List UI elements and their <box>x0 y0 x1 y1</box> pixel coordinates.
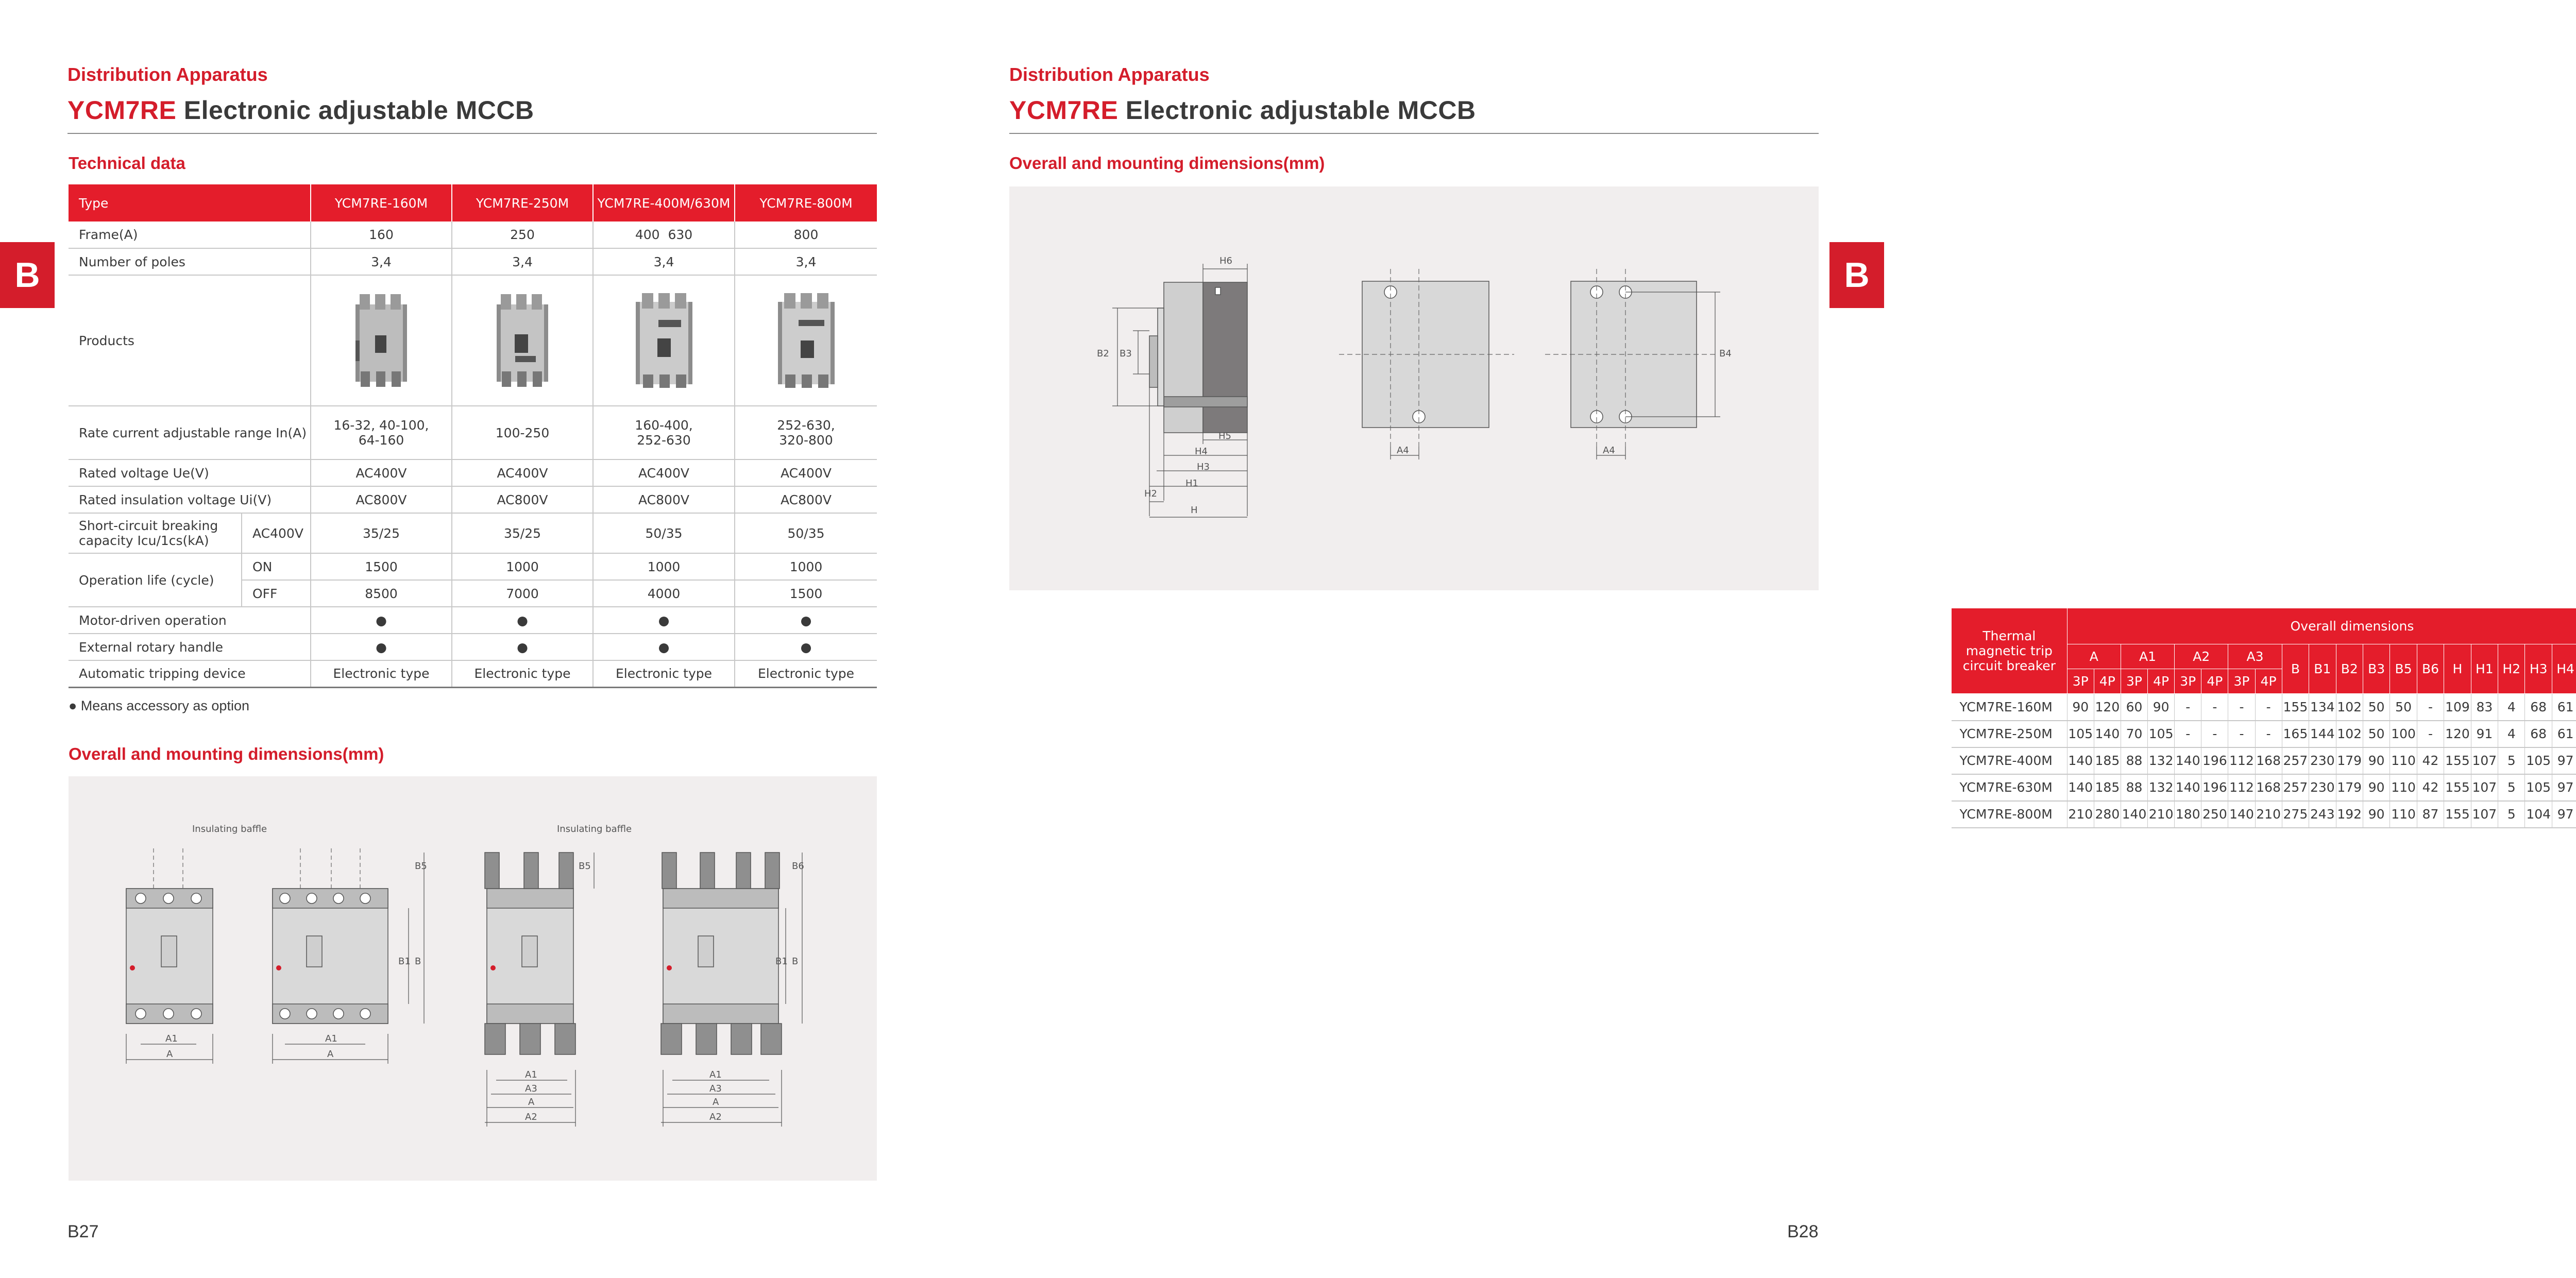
cell: 112 <box>2228 774 2255 801</box>
section-dimensions: Overall and mounting dimensions(mm) <box>69 744 384 763</box>
cell: 257 <box>2282 774 2309 801</box>
header-col: B1 <box>2309 644 2336 694</box>
label-b3: B3 <box>1120 348 1132 359</box>
cell: 185 <box>2094 747 2121 774</box>
label-a3: A3 <box>709 1083 722 1094</box>
breaker-image <box>486 289 558 392</box>
cell: 140 <box>2121 801 2147 828</box>
table-row <box>69 248 877 275</box>
cell: Electronic type <box>593 660 735 687</box>
page-number: B27 <box>67 1222 99 1241</box>
page-left <box>0 0 942 1278</box>
cell: 7000 <box>452 580 593 607</box>
header-pole: 3P <box>2121 669 2147 694</box>
cell: 91 <box>2471 721 2498 747</box>
cell: 165 <box>2282 721 2309 747</box>
header-col: H1 <box>2471 644 2498 694</box>
dimension-drawing-side <box>1009 186 1819 590</box>
brand-label: Distribution Apparatus <box>67 64 268 85</box>
cell: 280 <box>2094 801 2121 828</box>
cell: - <box>2228 721 2255 747</box>
label-b: B <box>415 956 421 967</box>
cell: 1500 <box>735 580 877 607</box>
cell: 90 <box>2148 694 2175 721</box>
cell: 192 <box>2336 801 2363 828</box>
cell: 210 <box>2148 801 2175 828</box>
row-label: Rate current adjustable range In(A) <box>69 406 311 459</box>
label-a: A <box>713 1097 719 1107</box>
cell: - <box>2175 694 2201 721</box>
cell: ● <box>311 634 452 660</box>
row-label: Motor-driven operation <box>69 607 311 634</box>
page-right <box>942 0 2574 1278</box>
table-row <box>69 486 877 513</box>
cell: 90 <box>2363 801 2389 828</box>
header-col: B3 <box>2363 644 2389 694</box>
cell: 104 <box>2525 801 2552 828</box>
label-a2: A2 <box>709 1112 722 1122</box>
title-rule <box>67 133 877 134</box>
cell: 68 <box>2525 721 2552 747</box>
header-pole: 4P <box>2094 669 2121 694</box>
cell: 132 <box>2148 774 2175 801</box>
header-col: YCM7RE-800M <box>735 184 877 221</box>
header-col: A <box>2067 644 2121 669</box>
dimension-drawing-front <box>69 776 877 1181</box>
cell: AC400V <box>735 459 877 486</box>
cell: 100 <box>2390 721 2417 747</box>
cell: 88 <box>2121 747 2147 774</box>
cell: 257 <box>2282 747 2309 774</box>
cell: 3,4 <box>593 248 735 275</box>
cell: AC800V <box>735 486 877 513</box>
cell: AC800V <box>452 486 593 513</box>
side-mounting-drawings <box>1009 186 1819 590</box>
cell: AC400V <box>311 459 452 486</box>
row-label: Products <box>69 275 311 406</box>
cell: 5 <box>2498 774 2525 801</box>
cell: 4 <box>2498 721 2525 747</box>
cell: ● <box>593 607 735 634</box>
cell <box>311 406 452 459</box>
header-col: H3 <box>2525 644 2552 694</box>
cell: 132 <box>2148 747 2175 774</box>
header-pole: 3P <box>2175 669 2201 694</box>
page-title <box>1009 95 1476 125</box>
cell: 3,4 <box>735 248 877 275</box>
cell: 105 <box>2148 721 2175 747</box>
cell: - <box>2201 694 2228 721</box>
cell: - <box>2228 694 2255 721</box>
label-h5: H5 <box>1218 431 1231 441</box>
header-col: B <box>2282 644 2309 694</box>
cell: 105 <box>2525 774 2552 801</box>
cell: 50 <box>2363 721 2389 747</box>
row-label: YCM7RE-630M <box>1952 774 2067 801</box>
cell: 155 <box>2444 747 2471 774</box>
cell: 120 <box>2444 721 2471 747</box>
cell: 50 <box>2363 694 2389 721</box>
cell: 140 <box>2175 747 2201 774</box>
cell: 168 <box>2255 774 2282 801</box>
cell: 1000 <box>593 553 735 580</box>
cell: 1000 <box>735 553 877 580</box>
cell: 4 <box>2498 694 2525 721</box>
label-h6: H6 <box>1219 255 1232 266</box>
row-label: Number of poles <box>69 248 311 275</box>
cell: Electronic type <box>735 660 877 687</box>
label-insulating-baffle: Insulating baffle <box>192 824 267 834</box>
cell: 800 <box>735 221 877 248</box>
cell: - <box>2201 721 2228 747</box>
title-model: YCM7RE <box>67 96 177 125</box>
label-h4: H4 <box>1195 446 1208 457</box>
cell: AC800V <box>311 486 452 513</box>
page-title <box>67 95 534 125</box>
cell: 179 <box>2336 774 2363 801</box>
label-a: A <box>327 1049 334 1060</box>
label-h1: H1 <box>1185 478 1198 489</box>
cell: 140 <box>2067 747 2094 774</box>
cell <box>735 406 877 459</box>
cell <box>452 406 593 459</box>
cell: 105 <box>2067 721 2094 747</box>
cell: 3,4 <box>452 248 593 275</box>
section-tab: B <box>0 242 55 308</box>
header-col: H4 <box>2552 644 2576 694</box>
breaker-image <box>345 289 417 392</box>
label-b5: B5 <box>579 861 591 872</box>
header-col: B2 <box>2336 644 2363 694</box>
label-b1: B1 <box>775 956 788 967</box>
product-image-800m <box>735 275 877 406</box>
label-a: A <box>528 1097 535 1107</box>
table-row <box>1952 801 2576 828</box>
header-col: H <box>2444 644 2471 694</box>
cell: 110 <box>2390 774 2417 801</box>
table-row <box>69 660 877 687</box>
table-row <box>69 607 877 634</box>
cell: 140 <box>2094 721 2121 747</box>
cell-line: 252-630, <box>777 418 835 433</box>
cell: 180 <box>2175 801 2201 828</box>
cell: 1500 <box>311 553 452 580</box>
header-overall: Overall dimensions <box>2067 608 2576 644</box>
cell: 140 <box>2175 774 2201 801</box>
section-tab: B <box>1829 242 1884 308</box>
cell: AC800V <box>593 486 735 513</box>
cell: 144 <box>2309 721 2336 747</box>
header-line: Thermal <box>1982 628 2036 643</box>
header-line: magnetic trip <box>1965 643 2053 658</box>
cell-line: 64-160 <box>358 433 404 448</box>
cell: 400 630 <box>593 221 735 248</box>
cell: 230 <box>2309 774 2336 801</box>
cell: 230 <box>2309 747 2336 774</box>
front-view-drawings <box>69 776 877 1181</box>
header-pole: 4P <box>2201 669 2228 694</box>
table-row <box>69 634 877 660</box>
cell: 196 <box>2201 747 2228 774</box>
header-pole: 4P <box>2148 669 2175 694</box>
cell: 120 <box>2094 694 2121 721</box>
cell: - <box>2175 721 2201 747</box>
cell: 243 <box>2309 801 2336 828</box>
cell: ● <box>735 634 877 660</box>
header-pole: 4P <box>2255 669 2282 694</box>
cell: 105 <box>2525 747 2552 774</box>
row-label: YCM7RE-250M <box>1952 721 2067 747</box>
cell: 179 <box>2336 747 2363 774</box>
cell: 70 <box>2121 721 2147 747</box>
brand-label: Distribution Apparatus <box>1009 64 1210 85</box>
cell: 107 <box>2471 774 2498 801</box>
cell: 155 <box>2444 774 2471 801</box>
header-col: A1 <box>2121 644 2174 669</box>
title-text: Electronic adjustable MCCB <box>176 96 534 125</box>
label-a1: A1 <box>165 1033 178 1044</box>
cell-line: 320-800 <box>779 433 833 448</box>
row-label: Automatic tripping device <box>69 660 311 687</box>
row-label: Frame(A) <box>69 221 311 248</box>
cell-line: 252-630 <box>637 433 691 448</box>
row-label: YCM7RE-160M <box>1952 694 2067 721</box>
product-image-400m <box>593 275 735 406</box>
label-a: A <box>166 1049 173 1060</box>
header-pole: 3P <box>2228 669 2255 694</box>
header-type: Type <box>69 184 311 221</box>
cell: 97 <box>2552 801 2576 828</box>
cell: Electronic type <box>452 660 593 687</box>
breaker-image <box>625 289 703 392</box>
page-number: B28 <box>1787 1222 1819 1241</box>
cell: 42 <box>2417 774 2444 801</box>
label-a1: A1 <box>525 1069 537 1080</box>
header-col: B5 <box>2390 644 2417 694</box>
cell: 140 <box>2228 801 2255 828</box>
cell: ● <box>311 607 452 634</box>
cell: AC400V <box>452 459 593 486</box>
label-b1: B1 <box>398 956 411 967</box>
label-a1: A1 <box>709 1069 722 1080</box>
cell: 97 <box>2552 747 2576 774</box>
cell: 155 <box>2282 694 2309 721</box>
label-b: B <box>792 956 799 967</box>
section-dimensions: Overall and mounting dimensions(mm) <box>1009 154 1325 173</box>
cell: 5 <box>2498 747 2525 774</box>
label-b4: B4 <box>1719 348 1732 359</box>
cell: ● <box>593 634 735 660</box>
breaker-image <box>768 289 845 392</box>
row-label: Rated insulation voltage Ui(V) <box>69 486 311 513</box>
cell: 102 <box>2336 721 2363 747</box>
cell: 35/25 <box>311 513 452 553</box>
header-col: H2 <box>2498 644 2525 694</box>
sub-label: ON <box>242 553 311 580</box>
cell: 42 <box>2417 747 2444 774</box>
cell: 61 <box>2552 694 2576 721</box>
table-row <box>1952 721 2576 747</box>
cell: 107 <box>2471 747 2498 774</box>
table-header-row <box>69 184 877 221</box>
cell: ● <box>452 607 593 634</box>
header-col: A2 <box>2175 644 2228 669</box>
table-header-row <box>1952 608 2576 644</box>
cell: 196 <box>2201 774 2228 801</box>
label-b6: B6 <box>792 861 804 872</box>
table-row-products <box>69 275 877 406</box>
cell: 8500 <box>311 580 452 607</box>
label-h2: H2 <box>1144 488 1157 499</box>
cell: Electronic type <box>311 660 452 687</box>
table-row <box>69 221 877 248</box>
product-image-160m <box>311 275 452 406</box>
title-model: YCM7RE <box>1009 96 1118 125</box>
row-label: YCM7RE-800M <box>1952 801 2067 828</box>
cell: 1000 <box>452 553 593 580</box>
cell: 35/25 <box>452 513 593 553</box>
cell: ● <box>452 634 593 660</box>
cell: ● <box>735 607 877 634</box>
cell: 4000 <box>593 580 735 607</box>
cell: 250 <box>2201 801 2228 828</box>
cell: 88 <box>2121 774 2147 801</box>
label-a2: A2 <box>525 1112 537 1122</box>
cell: 90 <box>2363 774 2389 801</box>
cell: 275 <box>2282 801 2309 828</box>
cell: 5 <box>2498 801 2525 828</box>
table-row <box>1952 747 2576 774</box>
cell: AC400V <box>593 459 735 486</box>
header-col: YCM7RE-250M <box>452 184 593 221</box>
cell: - <box>2417 694 2444 721</box>
cell: 87 <box>2417 801 2444 828</box>
section-technical-data: Technical data <box>69 154 185 173</box>
cell: 109 <box>2444 694 2471 721</box>
label-a3: A3 <box>525 1083 537 1094</box>
cell: 110 <box>2390 801 2417 828</box>
technical-data-table <box>69 184 877 688</box>
product-image-250m <box>452 275 593 406</box>
cell: 210 <box>2067 801 2094 828</box>
cell: 140 <box>2067 774 2094 801</box>
cell: 50/35 <box>735 513 877 553</box>
cell <box>593 406 735 459</box>
cell: 61 <box>2552 721 2576 747</box>
row-label: Operation life (cycle) <box>69 553 242 607</box>
row-label-line: capacity Icu/1cs(kA) <box>79 533 209 548</box>
sub-label: OFF <box>242 580 311 607</box>
label-a4: A4 <box>1603 445 1615 456</box>
sub-label: AC400V <box>242 513 311 553</box>
label-h: H <box>1191 505 1198 516</box>
header-corner <box>1952 608 2067 694</box>
header-col: A3 <box>2228 644 2282 669</box>
header-pole: 3P <box>2067 669 2094 694</box>
title-text: Electronic adjustable MCCB <box>1118 96 1476 125</box>
cell: - <box>2255 694 2282 721</box>
cell-line: 16-32, 40-100, <box>333 418 429 433</box>
label-b2: B2 <box>1097 348 1109 359</box>
cell: 68 <box>2525 694 2552 721</box>
cell: 97 <box>2552 774 2576 801</box>
cell-line: 100-250 <box>495 425 550 440</box>
table-row <box>69 553 877 580</box>
cell: 168 <box>2255 747 2282 774</box>
label-insulating-baffle: Insulating baffle <box>557 824 632 834</box>
table-row <box>69 513 877 553</box>
cell: - <box>2417 721 2444 747</box>
row-label: External rotary handle <box>69 634 311 660</box>
header-col: YCM7RE-160M <box>311 184 452 221</box>
row-label: YCM7RE-400M <box>1952 747 2067 774</box>
cell: 107 <box>2471 801 2498 828</box>
table-row <box>1952 774 2576 801</box>
dimensions-table <box>1951 608 2576 828</box>
header-line: circuit breaker <box>1962 658 2056 673</box>
cell: 112 <box>2228 747 2255 774</box>
label-b5: B5 <box>415 861 427 872</box>
row-label-line: Short-circuit breaking <box>79 518 218 533</box>
cell: 83 <box>2471 694 2498 721</box>
header-col: B6 <box>2417 644 2444 694</box>
cell: - <box>2255 721 2282 747</box>
label-a1: A1 <box>325 1033 337 1044</box>
table-row <box>69 459 877 486</box>
cell: 185 <box>2094 774 2121 801</box>
cell: 90 <box>2363 747 2389 774</box>
cell: 50 <box>2390 694 2417 721</box>
header-col: YCM7RE-400M/630M <box>593 184 735 221</box>
row-label: Rated voltage Ue(V) <box>69 459 311 486</box>
label-h3: H3 <box>1197 462 1210 472</box>
cell: 90 <box>2067 694 2094 721</box>
table-row <box>1952 694 2576 721</box>
cell: 50/35 <box>593 513 735 553</box>
table-row <box>69 406 877 459</box>
accessory-note: ● Means accessory as option <box>69 698 249 713</box>
cell: 134 <box>2309 694 2336 721</box>
cell: 60 <box>2121 694 2147 721</box>
label-a4: A4 <box>1397 445 1409 456</box>
title-rule <box>1009 133 1819 134</box>
row-label <box>69 513 242 553</box>
cell-line: 160-400, <box>635 418 693 433</box>
cell: 102 <box>2336 694 2363 721</box>
cell: 160 <box>311 221 452 248</box>
cell: 110 <box>2390 747 2417 774</box>
cell: 210 <box>2255 801 2282 828</box>
cell: 155 <box>2444 801 2471 828</box>
cell: 3,4 <box>311 248 452 275</box>
cell: 250 <box>452 221 593 248</box>
